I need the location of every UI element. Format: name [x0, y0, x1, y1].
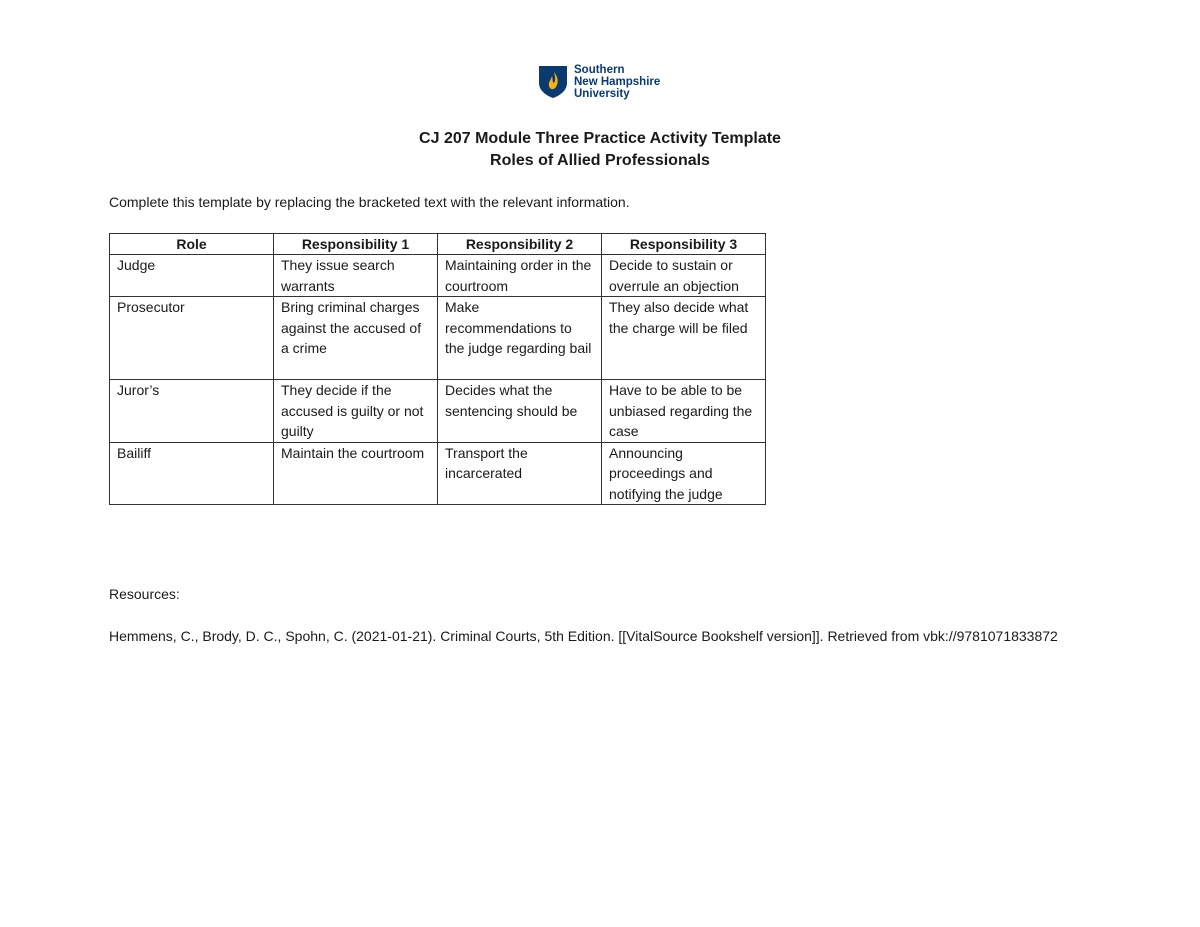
title-line-2: Roles of Allied Professionals: [490, 152, 710, 169]
logo-line-1: Southern: [574, 64, 625, 76]
table-cell: Maintain the courtroom: [274, 442, 438, 505]
table-cell: Juror’s: [110, 380, 274, 443]
table-cell: Announcing proceedings and notifying the judge: [602, 442, 766, 505]
table-row: [110, 380, 766, 443]
table-cell: They also decide what the charge will be filed: [602, 297, 766, 380]
header-responsibility-3: Responsibility 3: [602, 234, 766, 255]
header-role: Role: [110, 234, 274, 255]
table-cell: Decides what the sentencing should be: [438, 380, 602, 443]
table-cell: Bring criminal charges against the accused of a crime: [274, 297, 438, 380]
logo-line-2: New Hampshire: [574, 76, 661, 88]
header-responsibility-1: Responsibility 1: [274, 234, 438, 255]
logo-line-3: University: [574, 88, 630, 100]
shield-flame-icon: [538, 65, 568, 99]
table-header-row: [110, 234, 766, 255]
university-logo: [538, 64, 660, 100]
instructions-text: Complete this template by replacing the bracketed text with the relevant information.: [109, 194, 630, 210]
table-cell: Transport the incarcerated: [438, 442, 602, 505]
table-row: [110, 255, 766, 297]
citation-text: Hemmens, C., Brody, D. C., Spohn, C. (2021-01-21). Criminal Courts, 5th Edition. [[VitalSource Bookshelf version]]. Retrieved from vbk://9781071833872: [109, 628, 1058, 644]
table-cell: They issue search warrants: [274, 255, 438, 297]
table-cell: They decide if the accused is guilty or not guilty: [274, 380, 438, 443]
document-title: [0, 128, 1200, 172]
table-cell: Decide to sustain or overrule an objection: [602, 255, 766, 297]
header-responsibility-2: Responsibility 2: [438, 234, 602, 255]
table-cell: Prosecutor: [110, 297, 274, 380]
table-row: [110, 297, 766, 380]
table-cell: Make recommendations to the judge regarding bail: [438, 297, 602, 380]
table-cell: Bailiff: [110, 442, 274, 505]
table-cell: Have to be able to be unbiased regarding the case: [602, 380, 766, 443]
title-line-1: CJ 207 Module Three Practice Activity Template: [419, 130, 781, 147]
roles-table: [109, 233, 766, 505]
logo-wordmark: [574, 64, 660, 100]
table-cell: Judge: [110, 255, 274, 297]
table-cell: Maintaining order in the courtroom: [438, 255, 602, 297]
table-row: [110, 442, 766, 505]
resources-heading: Resources:: [109, 586, 180, 602]
